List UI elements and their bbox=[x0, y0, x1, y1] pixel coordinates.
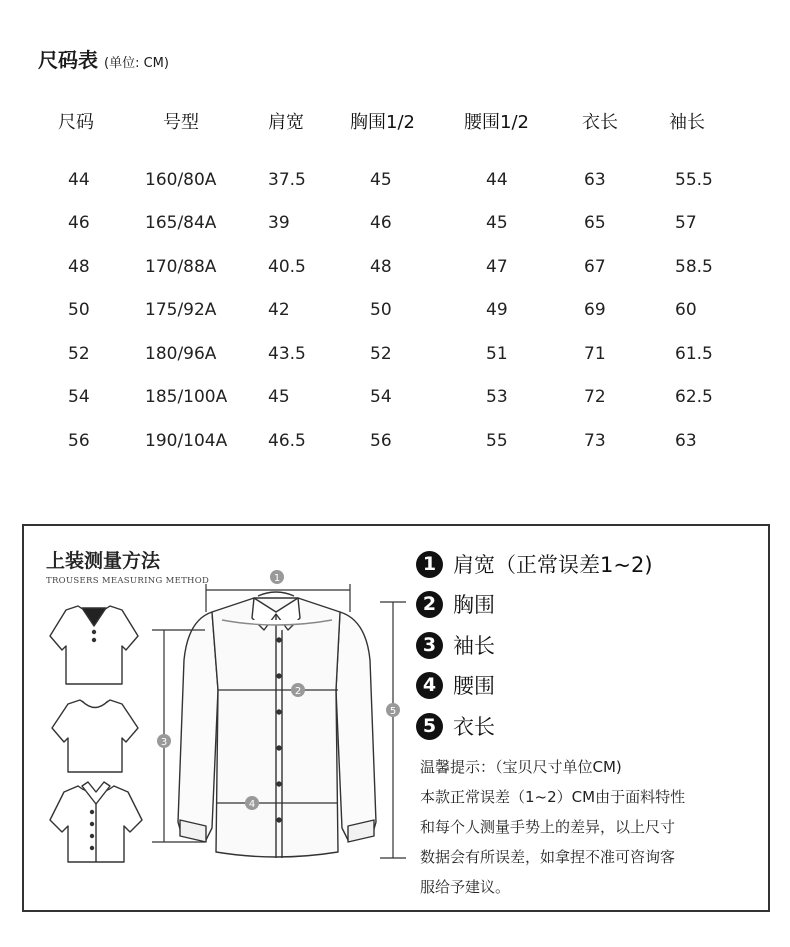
table-cell: 48 bbox=[370, 257, 392, 277]
tips-line: 服给予建议。 bbox=[420, 878, 511, 896]
table-cell: 55 bbox=[486, 431, 508, 451]
tips-line: 和每个人测量手势上的差异，以上尺寸 bbox=[420, 818, 676, 836]
table-cell: 72 bbox=[584, 387, 606, 407]
table-cell: 190/104A bbox=[145, 431, 228, 451]
legend-label: 胸围 bbox=[453, 593, 495, 617]
table-cell: 73 bbox=[584, 431, 606, 451]
table-cell: 67 bbox=[584, 257, 606, 277]
table-cell: 65 bbox=[584, 213, 606, 233]
tips-line: 本款正常误差（1~2）CM由于面料特性 bbox=[420, 788, 686, 806]
col-header-shoulder: 肩宽 bbox=[268, 112, 304, 133]
table-cell: 165/84A bbox=[145, 213, 217, 233]
col-header-size: 尺码 bbox=[58, 112, 94, 133]
number-1-icon: 1 bbox=[416, 551, 443, 578]
number-5-icon: 5 bbox=[416, 713, 443, 740]
table-cell: 46 bbox=[370, 213, 392, 233]
legend-item-length bbox=[416, 711, 495, 741]
marker-label: 5 bbox=[389, 706, 397, 717]
table-cell: 49 bbox=[486, 300, 508, 320]
marker-label: 2 bbox=[294, 686, 302, 697]
table-cell: 60 bbox=[675, 300, 697, 320]
table-cell: 46 bbox=[68, 213, 90, 233]
unit-label: (单位: CM) bbox=[104, 56, 169, 71]
table-cell: 160/80A bbox=[145, 170, 217, 190]
table-cell: 40.5 bbox=[268, 257, 306, 277]
table-cell: 62.5 bbox=[675, 387, 713, 407]
table-cell: 50 bbox=[370, 300, 392, 320]
table-cell: 51 bbox=[486, 344, 508, 364]
col-header-model: 号型 bbox=[163, 112, 199, 133]
table-cell: 56 bbox=[68, 431, 90, 451]
table-cell: 54 bbox=[68, 387, 90, 407]
number-2-icon: 2 bbox=[416, 591, 443, 618]
method-title: 上装测量方法 bbox=[46, 550, 161, 572]
polo-shirt-icon bbox=[50, 606, 138, 684]
table-cell: 45 bbox=[486, 213, 508, 233]
table-cell: 61.5 bbox=[675, 344, 713, 364]
table-cell: 46.5 bbox=[268, 431, 306, 451]
method-subtitle: TROUSERS MEASURING METHOD bbox=[46, 576, 210, 586]
number-3-icon: 3 bbox=[416, 632, 443, 659]
legend-label: 肩宽（正常误差1~2) bbox=[453, 553, 653, 577]
table-cell: 58.5 bbox=[675, 257, 713, 277]
t-shirt-icon bbox=[52, 700, 138, 772]
col-header-chest: 胸围1/2 bbox=[350, 112, 415, 133]
table-cell: 63 bbox=[584, 170, 606, 190]
table-cell: 48 bbox=[68, 257, 90, 277]
legend-item-waist bbox=[416, 670, 495, 700]
legend-item-chest bbox=[416, 589, 495, 619]
legend-label: 腰围 bbox=[453, 674, 495, 698]
table-cell: 56 bbox=[370, 431, 392, 451]
col-header-waist: 腰围1/2 bbox=[464, 112, 529, 133]
table-cell: 37.5 bbox=[268, 170, 306, 190]
table-cell: 69 bbox=[584, 300, 606, 320]
table-cell: 39 bbox=[268, 213, 290, 233]
tips-text bbox=[420, 752, 740, 902]
table-cell: 52 bbox=[68, 344, 90, 364]
table-cell: 45 bbox=[268, 387, 290, 407]
table-cell: 53 bbox=[486, 387, 508, 407]
table-cell: 175/92A bbox=[145, 300, 217, 320]
legend-item-shoulder bbox=[416, 549, 653, 579]
table-cell: 52 bbox=[370, 344, 392, 364]
table-cell: 44 bbox=[68, 170, 90, 190]
table-cell: 43.5 bbox=[268, 344, 306, 364]
table-cell: 180/96A bbox=[145, 344, 217, 364]
button-shirt-icon bbox=[50, 782, 142, 862]
legend-label: 袖长 bbox=[453, 634, 495, 658]
legend-label: 衣长 bbox=[453, 715, 495, 739]
table-cell: 54 bbox=[370, 387, 392, 407]
table-cell: 45 bbox=[370, 170, 392, 190]
marker-label: 1 bbox=[273, 573, 281, 584]
long-sleeve-shirt-illustration bbox=[178, 592, 376, 858]
table-cell: 44 bbox=[486, 170, 508, 190]
tips-line: 数据会有所误差，如拿捏不准可咨询客 bbox=[420, 848, 676, 866]
title-text: 尺码表 bbox=[38, 48, 98, 72]
col-header-sleeve: 袖长 bbox=[669, 112, 705, 133]
table-cell: 57 bbox=[675, 213, 697, 233]
table-cell: 71 bbox=[584, 344, 606, 364]
tips-line: 温馨提示：（宝贝尺寸单位CM) bbox=[420, 758, 622, 776]
table-cell: 63 bbox=[675, 431, 697, 451]
col-header-length: 衣长 bbox=[582, 112, 618, 133]
legend-item-sleeve bbox=[416, 630, 495, 660]
table-cell: 170/88A bbox=[145, 257, 217, 277]
table-cell: 42 bbox=[268, 300, 290, 320]
table-cell: 55.5 bbox=[675, 170, 713, 190]
table-cell: 185/100A bbox=[145, 387, 228, 407]
table-cell: 50 bbox=[68, 300, 90, 320]
number-4-icon: 4 bbox=[416, 672, 443, 699]
marker-label: 4 bbox=[248, 799, 256, 810]
table-cell: 47 bbox=[486, 257, 508, 277]
marker-label: 3 bbox=[160, 737, 168, 748]
